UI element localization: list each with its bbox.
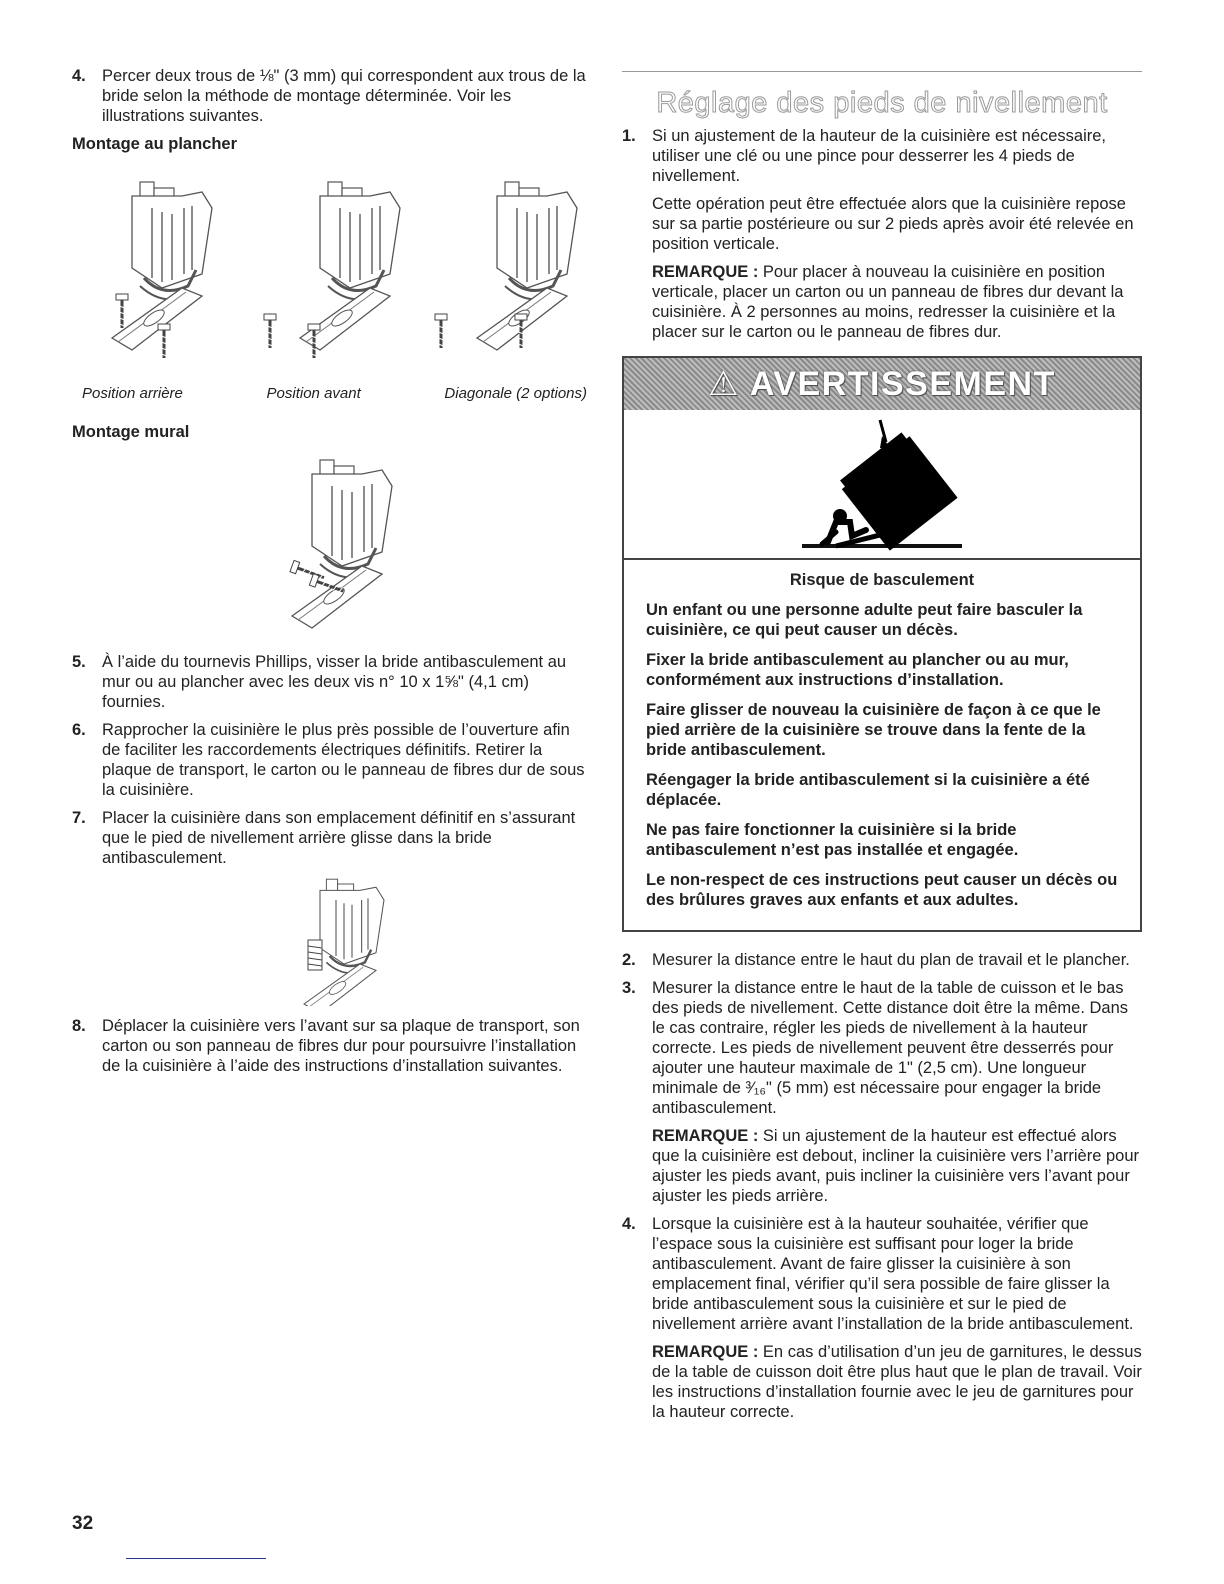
remark-text: Pour placer à nouveau la cuisinière en position verticale, placer un carton ou un panneau de fibres dur devant la cuisinière. À 2 personnes au moins, redresser la cuisinière et la placer sur le carton ou le panneau de fibres dur. xyxy=(652,263,1124,341)
front-position-illustration xyxy=(250,168,410,374)
remark-text: Si un ajustement de la hauteur est effectué alors que la cuisinière est debout, incliner la cuisinière vers l’arrière pour ajuster les pieds avant, puis incliner la cuisinière vers l’avant pour ajuster les pieds arrière. xyxy=(652,1127,1139,1205)
wall-mount-heading: Montage mural xyxy=(72,423,190,441)
step-3-right xyxy=(622,978,1142,1206)
step-text: Placer la cuisinière dans son emplacement définitif en s’assurant que le pied de nivellement arrière glisse dans la bride antibasculement. xyxy=(102,809,576,867)
remark xyxy=(652,1126,1142,1206)
step-number: 4. xyxy=(72,67,86,85)
figure-captions xyxy=(82,384,587,404)
left-column xyxy=(72,66,587,1084)
step-text: Mesurer la distance entre le haut du plan de travail et le plancher. xyxy=(652,951,1130,969)
leveling-foot-in-bracket-illustration xyxy=(272,876,432,1006)
step-7-left xyxy=(72,808,587,868)
warning-header-text: AVERTISSEMENT xyxy=(749,365,1056,403)
step-number: 2. xyxy=(622,951,636,969)
step-number: 6. xyxy=(72,721,86,739)
step-5-left xyxy=(72,652,587,712)
remark xyxy=(652,262,1142,342)
caption-rear: Position arrière xyxy=(82,385,183,402)
remark-label: REMARQUE : xyxy=(652,1343,759,1361)
tip-over-hazard-icon xyxy=(782,418,982,558)
warning-header xyxy=(624,358,1140,410)
warning-line: Le non-respect de ces instructions peut causer un décès ou des brûlures graves aux enfants et aux adultes. xyxy=(646,871,1118,909)
step-number: 7. xyxy=(72,809,86,827)
step-6-left xyxy=(72,720,587,800)
caption-diagonal: Diagonale (2 options) xyxy=(444,385,587,402)
step-text: À l’aide du tournevis Phillips, visser la bride antibasculement au mur ou au plancher avec les deux vis n° 10 x 1⅝" (4,1 cm) fournies. xyxy=(102,653,567,711)
tip-over-illustration xyxy=(624,410,1140,560)
remark-label: REMARQUE : xyxy=(652,263,759,281)
step-number: 4. xyxy=(622,1215,636,1233)
step-4-right xyxy=(622,1214,1142,1422)
remark-label: REMARQUE : xyxy=(652,1127,759,1145)
warning-line: Un enfant ou une personne adulte peut faire basculer la cuisinière, ce qui peut causer un décès. xyxy=(646,601,1083,639)
step-number: 8. xyxy=(72,1017,86,1035)
step-4-left xyxy=(72,66,587,126)
warning-line: Faire glisser de nouveau la cuisinière de façon à ce que le pied arrière de la cuisinière se trouve dans la fente de la bride antibasculement. xyxy=(646,701,1101,759)
step-text: Rapprocher la cuisinière le plus près possible de l’ouverture afin de faciliter les raccordements électriques définitifs. Retirer la plaque de transport, le carton ou le panneau de fibres dur de sous la cuisinière. xyxy=(102,721,585,799)
step-number: 3. xyxy=(622,979,636,997)
step-text-2: Cette opération peut être effectuée alors que la cuisinière repose sur sa partie postérieure ou sur 2 pieds après avoir été relevée en position verticale. xyxy=(652,195,1134,253)
step-number: 1. xyxy=(622,127,636,145)
warning-body xyxy=(624,560,1140,930)
floor-mount-heading: Montage au plancher xyxy=(72,135,238,153)
warning-line: Ne pas faire fonctionner la cuisinière si la bride antibasculement n’est pas installée et engagée. xyxy=(646,821,1019,859)
warning-box xyxy=(622,356,1142,932)
warning-line: Fixer la bride antibasculement au plancher ou au mur, conformément aux instructions d’installation. xyxy=(646,651,1069,689)
step-1-right xyxy=(622,126,1142,342)
remark xyxy=(652,1342,1142,1422)
remark-text: En cas d’utilisation d’un jeu de garnitures, le dessus de la table de cuisson doit être plus haut que le plan de travail. Voir les instructions d’installation fournie avec le jeu de garnitures pour la hauteur correcte. xyxy=(652,1343,1142,1421)
step-2-right xyxy=(622,950,1142,970)
step-text: Mesurer la distance entre le haut de la table de cuisson et le bas des pieds de nivellement. Cette distance doit être la même. Dans le cas contraire, régler les pieds de nivellement à la hauteur correcte. Les pieds de nivellement peuvent être desserrés pour ajouter une hauteur maximale de 1" (2,5 cm). Une longueur minimale de ³⁄₁₆" (5 mm) est nécessaire pour engager la bride antibasculement. xyxy=(652,979,1129,1117)
step-text: Si un ajustement de la hauteur de la cuisinière est nécessaire, utiliser une clé ou une pince pour desserrer les 4 pieds de nivellement. xyxy=(652,127,1107,185)
step-number: 5. xyxy=(72,653,86,671)
step-text: Lorsque la cuisinière est à la hauteur souhaitée, vérifier que l’espace sous la cuisinière est suffisant pour loger la bride antibasculement. Avant de faire glisser la cuisinière à son emplacement final, vérifier qu’il sera possible de faire glisser la bride antibasculement sous la cuisinière et sur le pied de nivellement arrière avant l’installation de la bride antibasculement. xyxy=(652,1215,1134,1333)
right-column xyxy=(622,70,1142,1430)
step-8-left xyxy=(72,1016,587,1076)
warning-header-row xyxy=(708,365,1056,403)
section-title: Réglage des pieds de nivellement xyxy=(656,87,1108,119)
step-text: Percer deux trous de ⅛" (3 mm) qui correspondent aux trous de la bride selon la méthode de montage déterminée. Voir les illustrations suivantes. xyxy=(102,67,586,125)
rear-position-illustration xyxy=(72,168,232,374)
footer-line xyxy=(126,1558,266,1559)
warning-risk-title: Risque de basculement xyxy=(789,571,975,589)
caption-front: Position avant xyxy=(266,385,361,402)
floor-mount-figures xyxy=(72,168,587,374)
wall-mount-illustration xyxy=(252,452,412,642)
page-number: 32 xyxy=(72,1513,94,1534)
warning-triangle-icon: ⚠ xyxy=(708,365,741,403)
step-text: Déplacer la cuisinière vers l’avant sur sa plaque de transport, son carton ou son panneau de fibres dur pour poursuivre l’installation de la cuisinière à l’aide des instructions d’installation suivantes. xyxy=(102,1017,580,1075)
diagonal-position-illustration xyxy=(427,168,587,374)
warning-line: Réengager la bride antibasculement si la cuisinière a été déplacée. xyxy=(646,771,1090,809)
